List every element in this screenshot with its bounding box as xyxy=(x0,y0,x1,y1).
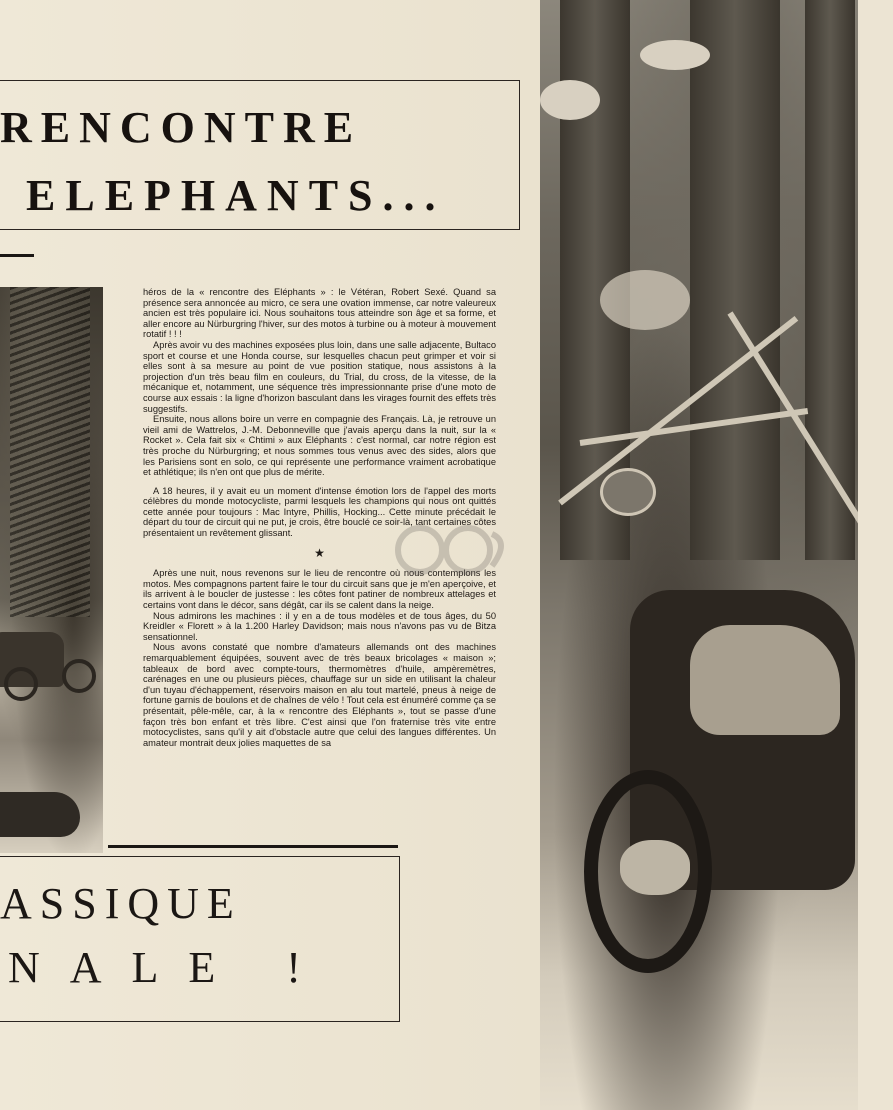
paragraph: Après une nuit, nous revenons sur le lieu de rencontre où nous contemplons les motos. Mes compagnons partent faire le tour du circuit sans que je m'en aperçoive, et ils arrivent à le boucler de justesse : les côtes font patiner de nombreux attelages et certains vont dans le décor, sans dégât, car ils se calent dans la neige. xyxy=(143,568,496,611)
paragraph: Ensuite, nous allons boire un verre en compagnie des Français. Là, je retrouve un vieil ami de Wattrelos, J.-M. Debonneville que j'avais aperçu dans la nuit, sur la « Rocket ». Cela fait six « Chtimi » aux Eléphants : c'est normal, car notre région est très proche du Nürburgring; et nous sommes tous venus avec des sides, alors que les Parisiens sont en solo, ce qui représente une performance vraiment acrobatique et athlétique; ils n'en ont que plus de mérite. xyxy=(143,414,496,478)
dark-shape-image xyxy=(0,792,80,837)
snow-patch-image xyxy=(640,40,710,70)
headlamp-image xyxy=(620,840,690,895)
divider-rule xyxy=(0,254,34,257)
wheel-image xyxy=(62,659,96,693)
paragraph: Nous avons constaté que nombre d'amateurs allemands ont des machines remarquablement équipées, souvent avec de très beaux bricolages « maison »; tableaux de bord avec compte-tours, thermomètres d'huile, ampèremètres, carénages en une ou plusieurs pièces, chauffage sur un side en utilisant la chaleur d'un tuyau d'échappement, réservoirs maison en alu tout martelé, pneus à neige de fortune garnis de boulons et de chaînes de vélo ! Tout cela est énuméré comme ça se présentait, pêle-mêle, car, à la « rencontre des Eléphants », tout se passe d'une façon très bon enfant et très libre. C'est ainsi que l'on fraternise très vite entre motocyclistes, sans qu'il y ait d'obstacle autre que celui des langues différentes. Un amateur montrait deux jolies maquettes de sa xyxy=(143,642,496,748)
article-body xyxy=(143,287,496,748)
paragraph: Nous admirons les machines : il y en a de tous modèles et de tous âges, du 50 Kreidler « Florett » à la 1.200 Harley Davidson; mais nous n'avons pas vu de Bitza sensationnel. xyxy=(143,610,496,642)
snow-patch-image xyxy=(540,80,600,120)
paragraph: A 18 heures, il y avait eu un moment d'intense émotion lors de l'appel des morts célèbres du monde motocycliste, parmi lesquels les champions qui nous ont quittés cette année pour toujours : Mac Intyre, Phillis, Hocking... Cette minute précédait le départ du tour de circuit qui ne put, je crois, être bouclé ce soir-là, tant certaines côtes présentaient un revêtement glissant. xyxy=(143,485,496,539)
title-line-1: ASSIQUE xyxy=(0,879,242,928)
paragraph: Après avoir vu des machines exposées plus loin, dans une salle adjacente, Bultaco sport et course et une Honda course, sur lesquelles chacun peut grimper et voir si elles sont à sa mesure au point de vue position statique, nous assistons à la projection d'un très beau film en couleurs, du Trial, du cross, de la vitesse, de la mécanique et, notamment, une séquence très impressionnante prise d'une moto de course aux essais : la ligne d'horizon basculant dans les virages fournit des effets très suggestifs. xyxy=(143,339,497,414)
headline-line-2: ELEPHANTS... xyxy=(26,171,446,220)
left-photo xyxy=(0,287,103,853)
motorcycle-tank-image xyxy=(690,625,840,735)
paragraph: héros de la « rencontre des Eléphants » : le Vétéran, Robert Sexé. Quand sa présence sera annoncée au micro, ce sera une ovation immense, car notre valeureux ancien est très populaire ici. Nous souhaitons tous atteindre son âge et sa forme, et aller encore au Nürburgring l'hiver, sur des motos à turbine ou à moteur à mouvement rotatif ! ! ! xyxy=(143,287,496,340)
headline-line-1: RENCONTRE xyxy=(0,103,363,152)
page-margin xyxy=(858,0,893,1110)
wheel-image xyxy=(4,667,38,701)
title-line-2: NALE ! xyxy=(8,943,331,992)
tree-trunk-image xyxy=(690,0,780,560)
fir-tree-image xyxy=(10,287,90,617)
watermark-logo xyxy=(380,520,520,580)
snow-patch-image xyxy=(600,270,690,330)
section-star: ★ xyxy=(314,545,325,560)
mirror-image xyxy=(600,468,656,516)
right-photo xyxy=(540,0,858,1110)
divider-rule xyxy=(108,845,398,848)
